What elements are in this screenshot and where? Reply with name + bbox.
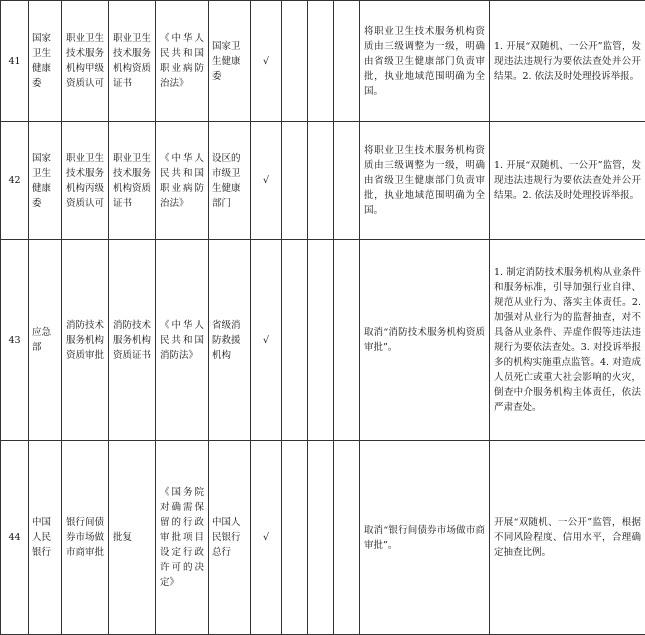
empty-cell [282,441,308,635]
regulatory-measures-cell: 开展“双随机、一公开”监管，根据不同风险程度、信用水平，合理确定抽查比例。 [490,441,645,635]
empty-cell [334,240,360,441]
department-cell: 中国人民银行 [29,441,62,635]
reform-content-cell: 将职业卫生技术服务机构资质由三级调整为一级，明确由省级卫生健康部门负责审批，执业地域范围明确为全国。 [360,122,490,240]
empty-cell [308,441,334,635]
approval-authority-cell: 国家卫生健康委 [209,1,251,122]
legal-basis-cell: 《中华人民共和国职业病防治法》 [156,1,209,122]
empty-cell [308,1,334,122]
table-row [1,240,645,441]
legal-basis-cell: 《中华人民共和国职业病防治法》 [156,122,209,240]
department-cell: 应急部 [29,240,62,441]
row-number: 41 [1,1,29,122]
certificate-cell: 职业卫生技术服务机构资质证书 [109,1,156,122]
empty-cell [282,1,308,122]
table-row [1,441,645,635]
check-mark: √ [251,441,282,635]
regulatory-measures-cell: 1. 开展“双随机、一公开”监管，发现违法违规行为要依法查处并公开结果。2. 依法及时处理投诉举报。 [490,1,645,122]
approval-authority-cell: 中国人民银行总行 [209,441,251,635]
approval-authority-cell: 设区的市级卫生健康部门 [209,122,251,240]
reform-content-cell: 将职业卫生技术服务机构资质由三级调整为一级，明确由省级卫生健康部门负责审批，执业地域范围明确为全国。 [360,1,490,122]
legal-basis-cell: 《中华人民共和国消防法》 [156,240,209,441]
regulatory-measures-cell: 1. 开展“双随机、一公开”监管，发现违法违规行为要依法查处并公开结果。2. 依法及时处理投诉举报。 [490,122,645,240]
table-row [1,122,645,240]
certificate-cell: 职业卫生技术服务机构资质证书 [109,122,156,240]
empty-cell [308,122,334,240]
empty-cell [282,240,308,441]
empty-cell [334,1,360,122]
certificate-cell: 批复 [109,441,156,635]
table-row [1,1,645,122]
row-number: 43 [1,240,29,441]
row-number: 42 [1,122,29,240]
approval-authority-cell: 省级消防救援机构 [209,240,251,441]
reform-content-cell: 取消“银行间债券市场做市商审批”。 [360,441,490,635]
reform-content-cell: 取消“消防技术服务机构资质审批”。 [360,240,490,441]
department-cell: 国家卫生健康委 [29,1,62,122]
item-name-cell: 职业卫生技术服务机构甲级资质认可 [62,1,109,122]
empty-cell [282,122,308,240]
empty-cell [308,240,334,441]
row-number: 44 [1,441,29,635]
check-mark: √ [251,122,282,240]
empty-cell [334,122,360,240]
item-name-cell: 银行间债券市场做市商审批 [62,441,109,635]
item-name-cell: 消防技术服务机构资质审批 [62,240,109,441]
empty-cell [334,441,360,635]
certificate-cell: 消防技术服务机构资质证书 [109,240,156,441]
department-cell: 国家卫生健康委 [29,122,62,240]
legal-basis-cell: 《国务院对确需保留的行政审批项目设定行政许可的决定》 [156,441,209,635]
regulatory-measures-cell: 1. 制定消防技术服务机构从业条件和服务标准，引导加强行业自律、规范从业行为、落实主体责任。2. 加强对从业行为的监督抽查，对不具备从业条件、弄虚作假等违法违规行为要依法查处。3. 对投诉举报多的机构实施重点监管。4. 对造成人员死亡或重大社会影响的火灾，倒查中介服务机构主体责任，依法严肃查处。 [490,240,645,441]
check-mark: √ [251,240,282,441]
item-name-cell: 职业卫生技术服务机构丙级资质认可 [62,122,109,240]
check-mark: √ [251,1,282,122]
